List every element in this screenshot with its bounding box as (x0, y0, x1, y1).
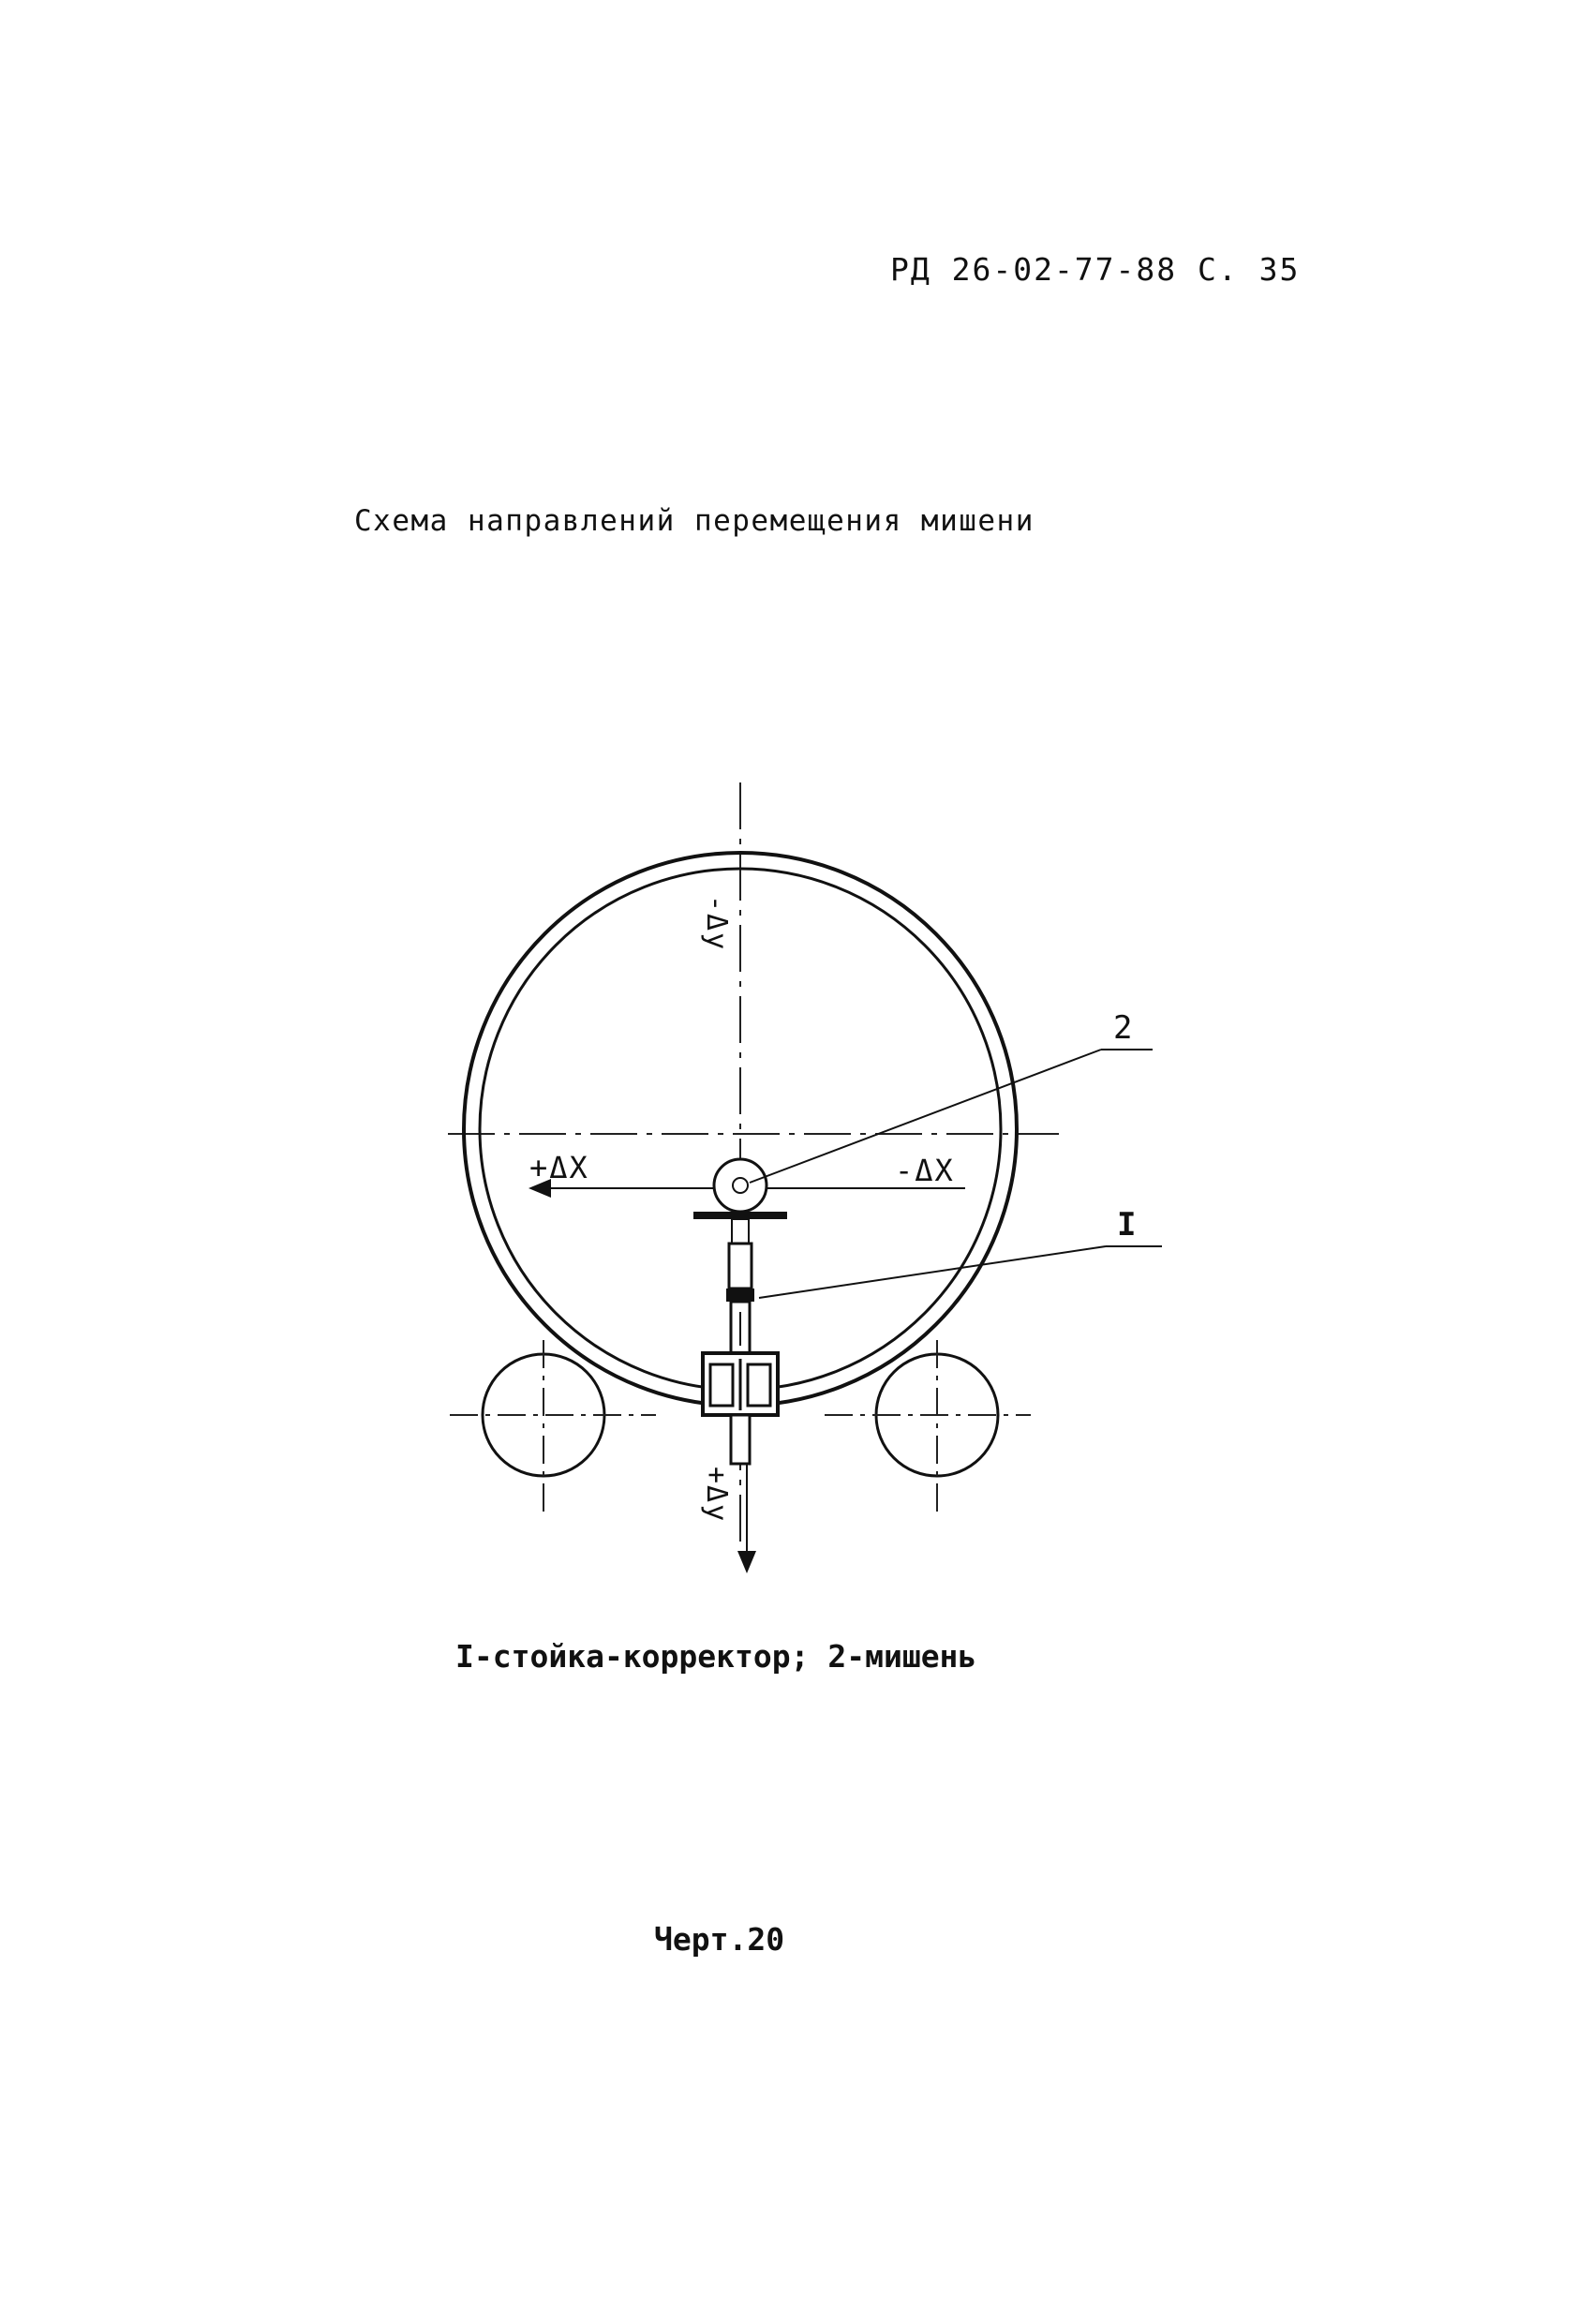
figure-number: Черт.20 (654, 1921, 785, 1958)
callout-2-label: 2 (1113, 1009, 1133, 1047)
minus-dy-label: -Δу (700, 895, 733, 952)
page-title: Схема направлений перемещения мишени (354, 504, 1035, 538)
target-disk (714, 1159, 767, 1212)
callout-1-leader (759, 1246, 1106, 1298)
corrector-stand (703, 1219, 778, 1464)
left-roller (450, 1340, 656, 1518)
figure-caption: I-стойка-корректор; 2-мишень (455, 1638, 977, 1675)
callout-1-label: I (1117, 1206, 1137, 1244)
plus-dy-label: +Δу (700, 1467, 733, 1524)
right-roller (825, 1340, 1031, 1518)
target-mount-plate (693, 1212, 787, 1219)
plus-dx-label: +ΔX (529, 1150, 589, 1185)
minus-dx-label: -ΔX (895, 1153, 955, 1188)
document-code-header: РД 26-02-77-88 С. 35 (890, 251, 1301, 288)
